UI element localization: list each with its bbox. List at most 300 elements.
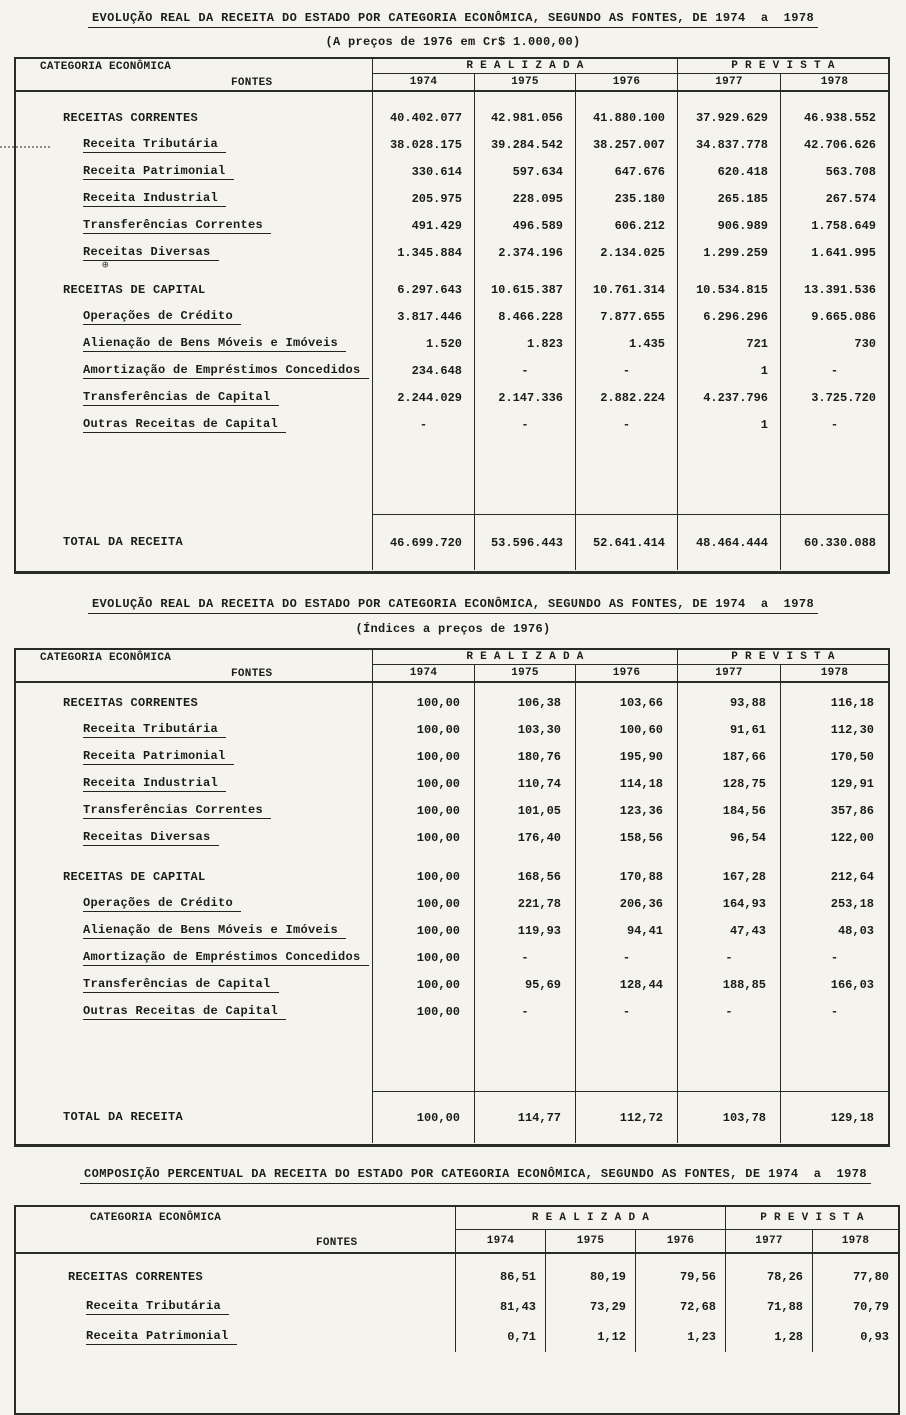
table2-title: EVOLUÇÃO REAL DA RECEITA DO ESTADO POR CATEGORIA ECONÔMICA, SEGUNDO AS FONTES, DE 1974 a 1978 [88,597,818,614]
cell-value: 606.212 [575,212,677,239]
row-label-cell [16,851,372,863]
table-row-total [16,1091,888,1143]
cell-value: 40.402.077 [372,104,474,131]
table-row [16,104,888,131]
cell-value [372,92,474,104]
cell-value: 112,72 [575,1091,677,1143]
cell-value [474,438,575,514]
cell-value: 123,36 [575,797,677,824]
cell-value [455,1254,545,1262]
cell-value: 253,18 [780,890,888,917]
cell-value [372,1025,474,1091]
row-label: Receita Patrimonial [86,1329,237,1345]
row-label-cell [16,330,372,357]
cell-value: - [474,998,575,1025]
cell-value: - [575,411,677,438]
cell-value: 122,00 [780,824,888,851]
row-label-cell [16,514,372,570]
row-label-cell [16,384,372,411]
cell-value: 38.028.175 [372,131,474,158]
realizada-group-header: R E A L I Z A D A [372,59,677,74]
cell-value: 6.297.643 [372,276,474,303]
cell-value: 129,91 [780,770,888,797]
table-row [16,357,888,384]
categoria-economica-label: CATEGORIA ECONÔMICA [40,652,172,664]
year-header: 1976 [635,1230,725,1252]
cell-value [780,266,888,276]
table-row [16,743,888,770]
header-label-cell [16,1207,455,1252]
cell-value: 70,79 [812,1292,898,1322]
cell-value: 168,56 [474,863,575,890]
cell-value [575,438,677,514]
row-label-cell [16,276,372,303]
cell-value [575,851,677,863]
row-label-cell [16,689,372,716]
prevista-group-header: P R E V I S T A [677,650,888,665]
table-row-filler [16,1025,888,1091]
fontes-label: FONTES [316,1237,358,1249]
year-header: 1975 [545,1230,635,1252]
table-row [16,276,888,303]
cell-value: 100,00 [372,716,474,743]
cell-value: 357,86 [780,797,888,824]
year-header: 1976 [575,74,677,90]
cell-value [780,92,888,104]
cell-value: - [780,411,888,438]
row-label: Receita Tributária [83,722,226,738]
cell-value: 1.345.884 [372,239,474,266]
cell-value: 10.761.314 [575,276,677,303]
cell-value: 129,18 [780,1091,888,1143]
row-label-cell [16,212,372,239]
cell-value: 100,00 [372,890,474,917]
cell-value: 491.429 [372,212,474,239]
cell-value: 2.244.029 [372,384,474,411]
row-label-cell [16,104,372,131]
row-label: Transferências de Capital [83,977,279,993]
cell-value: 1.299.259 [677,239,780,266]
cell-value: 496.589 [474,212,575,239]
cell-value [545,1254,635,1262]
table-row-sp-top [16,1254,898,1262]
cell-value: 13.391.536 [780,276,888,303]
cell-value [677,851,780,863]
cell-value: 2.147.336 [474,384,575,411]
cell-value: 235.180 [575,185,677,212]
table2-subtitle: (Índices a preços de 1976) [355,622,551,636]
cell-value: 91,61 [677,716,780,743]
cell-value: - [474,944,575,971]
cell-value: - [575,944,677,971]
categoria-economica-label: CATEGORIA ECONÔMICA [90,1212,222,1224]
cell-value: 100,00 [372,743,474,770]
cell-value: 100,00 [372,797,474,824]
table1-subtitle: (A preços de 1976 em Cr$ 1.000,00) [325,35,581,49]
cell-value: 103,78 [677,1091,780,1143]
cell-value: 95,69 [474,971,575,998]
cell-value: 3.817.446 [372,303,474,330]
cell-value: 48.464.444 [677,514,780,570]
table-row [16,239,888,266]
row-label-cell [16,438,372,514]
cell-value: 0,71 [455,1322,545,1352]
cell-value: 39.284.542 [474,131,575,158]
prevista-group-header: P R E V I S T A [725,1207,898,1230]
cell-value: 187,66 [677,743,780,770]
cell-value: 164,93 [677,890,780,917]
cell-value: 1,23 [635,1322,725,1352]
table-row [16,917,888,944]
row-label-cell [16,716,372,743]
cell-value: 100,60 [575,716,677,743]
cell-value: 228.095 [474,185,575,212]
cell-value: 128,75 [677,770,780,797]
year-header: 1978 [780,74,888,90]
table-row-gap [16,266,888,276]
categoria-economica-label: CATEGORIA ECONÔMICA [40,61,172,73]
cell-value: 212,64 [780,863,888,890]
table-header [16,650,888,683]
row-label: RECEITAS CORRENTES [63,695,199,710]
cell-value: 158,56 [575,824,677,851]
cell-value: 8.466.228 [474,303,575,330]
row-label-cell [16,357,372,384]
year-header: 1977 [725,1230,812,1252]
cell-value: 100,00 [372,971,474,998]
row-label: Receitas Diversas [83,830,219,846]
cell-value: 170,50 [780,743,888,770]
cell-value: 2.134.025 [575,239,677,266]
row-label: Operações de Crédito [83,309,241,325]
cell-value: 563.708 [780,158,888,185]
cell-value: 42.706.626 [780,131,888,158]
table-row [16,1292,898,1322]
cell-value [575,266,677,276]
cell-value: 205.975 [372,185,474,212]
scan-artifact-stamp: ⊕ [102,260,109,272]
row-label: RECEITAS CORRENTES [68,1270,204,1284]
cell-value: 4.237.796 [677,384,780,411]
cell-value: 9.665.086 [780,303,888,330]
cell-value: 167,28 [677,863,780,890]
cell-value: 46.699.720 [372,514,474,570]
cell-value [635,1254,725,1262]
cell-value: 234.648 [372,357,474,384]
cell-value: 71,88 [725,1292,812,1322]
cell-value: 37.929.629 [677,104,780,131]
cell-value: 166,03 [780,971,888,998]
table-row [16,1262,898,1292]
cell-value: 1.758.649 [780,212,888,239]
table-row-sp-top [16,92,888,104]
cell-value: 72,68 [635,1292,725,1322]
cell-value: 110,74 [474,770,575,797]
cell-value: 10.534.815 [677,276,780,303]
table1-title: EVOLUÇÃO REAL DA RECEITA DO ESTADO POR CATEGORIA ECONÔMICA, SEGUNDO AS FONTES, DE 1974 a 1978 [88,11,818,28]
table-row [16,770,888,797]
cell-value [474,851,575,863]
row-label: RECEITAS DE CAPITAL [63,869,206,884]
row-label: Operações de Crédito [83,896,241,912]
cell-value: 100,00 [372,998,474,1025]
row-label-cell [16,824,372,851]
fontes-label: FONTES [231,77,273,89]
cell-value: 176,40 [474,824,575,851]
cell-value: 100,00 [372,917,474,944]
cell-value: - [372,411,474,438]
cell-value [372,851,474,863]
row-label-cell [16,770,372,797]
header-label-cell [16,650,372,681]
cell-value [372,266,474,276]
cell-value: 267.574 [780,185,888,212]
cell-value: 96,54 [677,824,780,851]
table-row [16,131,888,158]
row-label: Alienação de Bens Móveis e Imóveis [83,336,346,352]
cell-value: 1,28 [725,1322,812,1352]
table-body [16,1254,898,1352]
cell-value: 100,00 [372,689,474,716]
cell-value [474,1025,575,1091]
year-header: 1974 [372,665,474,681]
row-label: Receita Tributária [86,1299,229,1315]
row-label-cell [16,971,372,998]
cell-value: 106,38 [474,689,575,716]
row-label: TOTAL DA RECEITA [63,535,184,549]
cell-value [780,1025,888,1091]
row-label: Amortização de Empréstimos Concedidos [83,363,369,379]
cell-value [780,851,888,863]
cell-value [812,1254,898,1262]
row-label-cell [16,303,372,330]
table-evolucao-valores [14,57,890,574]
cell-value: 46.938.552 [780,104,888,131]
row-label-cell [16,743,372,770]
row-label: Outras Receitas de Capital [83,1004,286,1020]
row-label-cell [16,158,372,185]
row-label: Receita Tributária [83,137,226,153]
cell-value: 3.725.720 [780,384,888,411]
cell-value: 10.615.387 [474,276,575,303]
cell-value: 34.837.778 [677,131,780,158]
cell-value: 180,76 [474,743,575,770]
cell-value: 94,41 [575,917,677,944]
cell-value: 647.676 [575,158,677,185]
cell-value: 2.374.196 [474,239,575,266]
table3-title: COMPOSIÇÃO PERCENTUAL DA RECEITA DO ESTADO POR CATEGORIA ECONÔMICA, SEGUNDO AS FONTES, DE 1974 a 1978 [80,1167,871,1184]
row-label-cell [16,92,372,104]
table-row [16,411,888,438]
row-label: Alienação de Bens Móveis e Imóveis [83,923,346,939]
cell-value: - [780,998,888,1025]
table-row [16,890,888,917]
table2-title-row [0,594,906,614]
cell-value: 221,78 [474,890,575,917]
row-label: Receita Industrial [83,776,226,792]
table-row [16,944,888,971]
table-row [16,185,888,212]
table-row [16,998,888,1025]
cell-value: 114,77 [474,1091,575,1143]
row-label-cell [16,1262,455,1292]
row-label-cell [16,411,372,438]
row-label-cell [16,863,372,890]
cell-value: 114,18 [575,770,677,797]
table-row-total [16,514,888,570]
year-header: 1974 [455,1230,545,1252]
row-label-cell [16,1292,455,1322]
row-label: Amortização de Empréstimos Concedidos [83,950,369,966]
cell-value [677,1025,780,1091]
cell-value: 1.641.995 [780,239,888,266]
cell-value [372,438,474,514]
row-label-cell [16,239,372,266]
header-label-cell [16,59,372,90]
row-label-cell [16,1091,372,1143]
cell-value: 100,00 [372,944,474,971]
cell-value: 1 [677,411,780,438]
cell-value: 78,26 [725,1262,812,1292]
row-label-cell [16,998,372,1025]
table-evolucao-indices [14,648,890,1147]
table-body [16,92,888,514]
row-label: Outras Receitas de Capital [83,417,286,433]
table-row [16,1322,898,1352]
cell-value: 1.823 [474,330,575,357]
cell-value: 53.596.443 [474,514,575,570]
table-header [16,1207,898,1254]
cell-value: 1.520 [372,330,474,357]
cell-value: 77,80 [812,1262,898,1292]
row-label-cell [16,917,372,944]
cell-value: - [677,998,780,1025]
cell-value: 73,29 [545,1292,635,1322]
row-label: Transferências de Capital [83,390,279,406]
table-composicao-percentual [14,1205,900,1415]
cell-value: 81,43 [455,1292,545,1322]
row-label-cell [16,890,372,917]
cell-value [474,266,575,276]
year-header: 1975 [474,74,575,90]
cell-value: - [474,411,575,438]
table-row [16,303,888,330]
cell-value: 86,51 [455,1262,545,1292]
year-header: 1977 [677,74,780,90]
table-row [16,212,888,239]
table1-subtitle-row [0,32,906,50]
row-label-cell [16,185,372,212]
cell-value: 101,05 [474,797,575,824]
cell-value: 80,19 [545,1262,635,1292]
cell-value: 48,03 [780,917,888,944]
year-header: 1977 [677,665,780,681]
cell-value: 730 [780,330,888,357]
year-header: 1978 [780,665,888,681]
table-row [16,689,888,716]
row-label: Receita Industrial [83,191,226,207]
row-label: Transferências Correntes [83,803,271,819]
cell-value: 100,00 [372,824,474,851]
cell-value: 170,88 [575,863,677,890]
row-label: RECEITAS CORRENTES [63,110,199,125]
prevista-group-header: P R E V I S T A [677,59,888,74]
row-label: Receita Patrimonial [83,164,234,180]
cell-value: 188,85 [677,971,780,998]
cell-value: 620.418 [677,158,780,185]
row-label: Transferências Correntes [83,218,271,234]
row-label: RECEITAS DE CAPITAL [63,282,206,297]
realizada-group-header: R E A L I Z A D A [372,650,677,665]
cell-value [677,438,780,514]
table1-title-row [0,8,906,28]
cell-value: 184,56 [677,797,780,824]
cell-value: - [575,357,677,384]
cell-value: 2.882.224 [575,384,677,411]
cell-value [575,1025,677,1091]
cell-value: 597.634 [474,158,575,185]
cell-value: 93,88 [677,689,780,716]
cell-value: 7.877.655 [575,303,677,330]
row-label-cell [16,1025,372,1091]
cell-value: - [780,944,888,971]
cell-value: - [575,998,677,1025]
cell-value: 103,66 [575,689,677,716]
cell-value [474,92,575,104]
table-row [16,797,888,824]
cell-value: 60.330.088 [780,514,888,570]
cell-value: 721 [677,330,780,357]
cell-value: 100,00 [372,770,474,797]
cell-value [725,1254,812,1262]
row-label-cell [16,944,372,971]
cell-value: 41.880.100 [575,104,677,131]
cell-value: 0,93 [812,1322,898,1352]
row-label: TOTAL DA RECEITA [63,1110,184,1124]
table-body [16,683,888,1091]
cell-value: 206,36 [575,890,677,917]
table-header [16,59,888,92]
year-header: 1976 [575,665,677,681]
fontes-label: FONTES [231,668,273,680]
cell-value: 119,93 [474,917,575,944]
cell-value: 128,44 [575,971,677,998]
row-label: Receitas Diversas [83,245,219,261]
table-row [16,330,888,357]
realizada-group-header: R E A L I Z A D A [455,1207,725,1230]
table2-subtitle-row [0,619,906,637]
cell-value: 906.989 [677,212,780,239]
cell-value: - [474,357,575,384]
cell-value: 100,00 [372,1091,474,1143]
row-label-cell [16,266,372,276]
row-label-cell [16,131,372,158]
cell-value: 330.614 [372,158,474,185]
cell-value [575,92,677,104]
row-label: Receita Patrimonial [83,749,234,765]
cell-value: 112,30 [780,716,888,743]
row-label-cell [16,797,372,824]
cell-value: 1.435 [575,330,677,357]
year-header: 1975 [474,665,575,681]
year-header: 1974 [372,74,474,90]
cell-value [677,266,780,276]
year-header: 1978 [812,1230,898,1252]
table-row [16,716,888,743]
cell-value: 265.185 [677,185,780,212]
cell-value: 6.296.296 [677,303,780,330]
cell-value: 1,12 [545,1322,635,1352]
